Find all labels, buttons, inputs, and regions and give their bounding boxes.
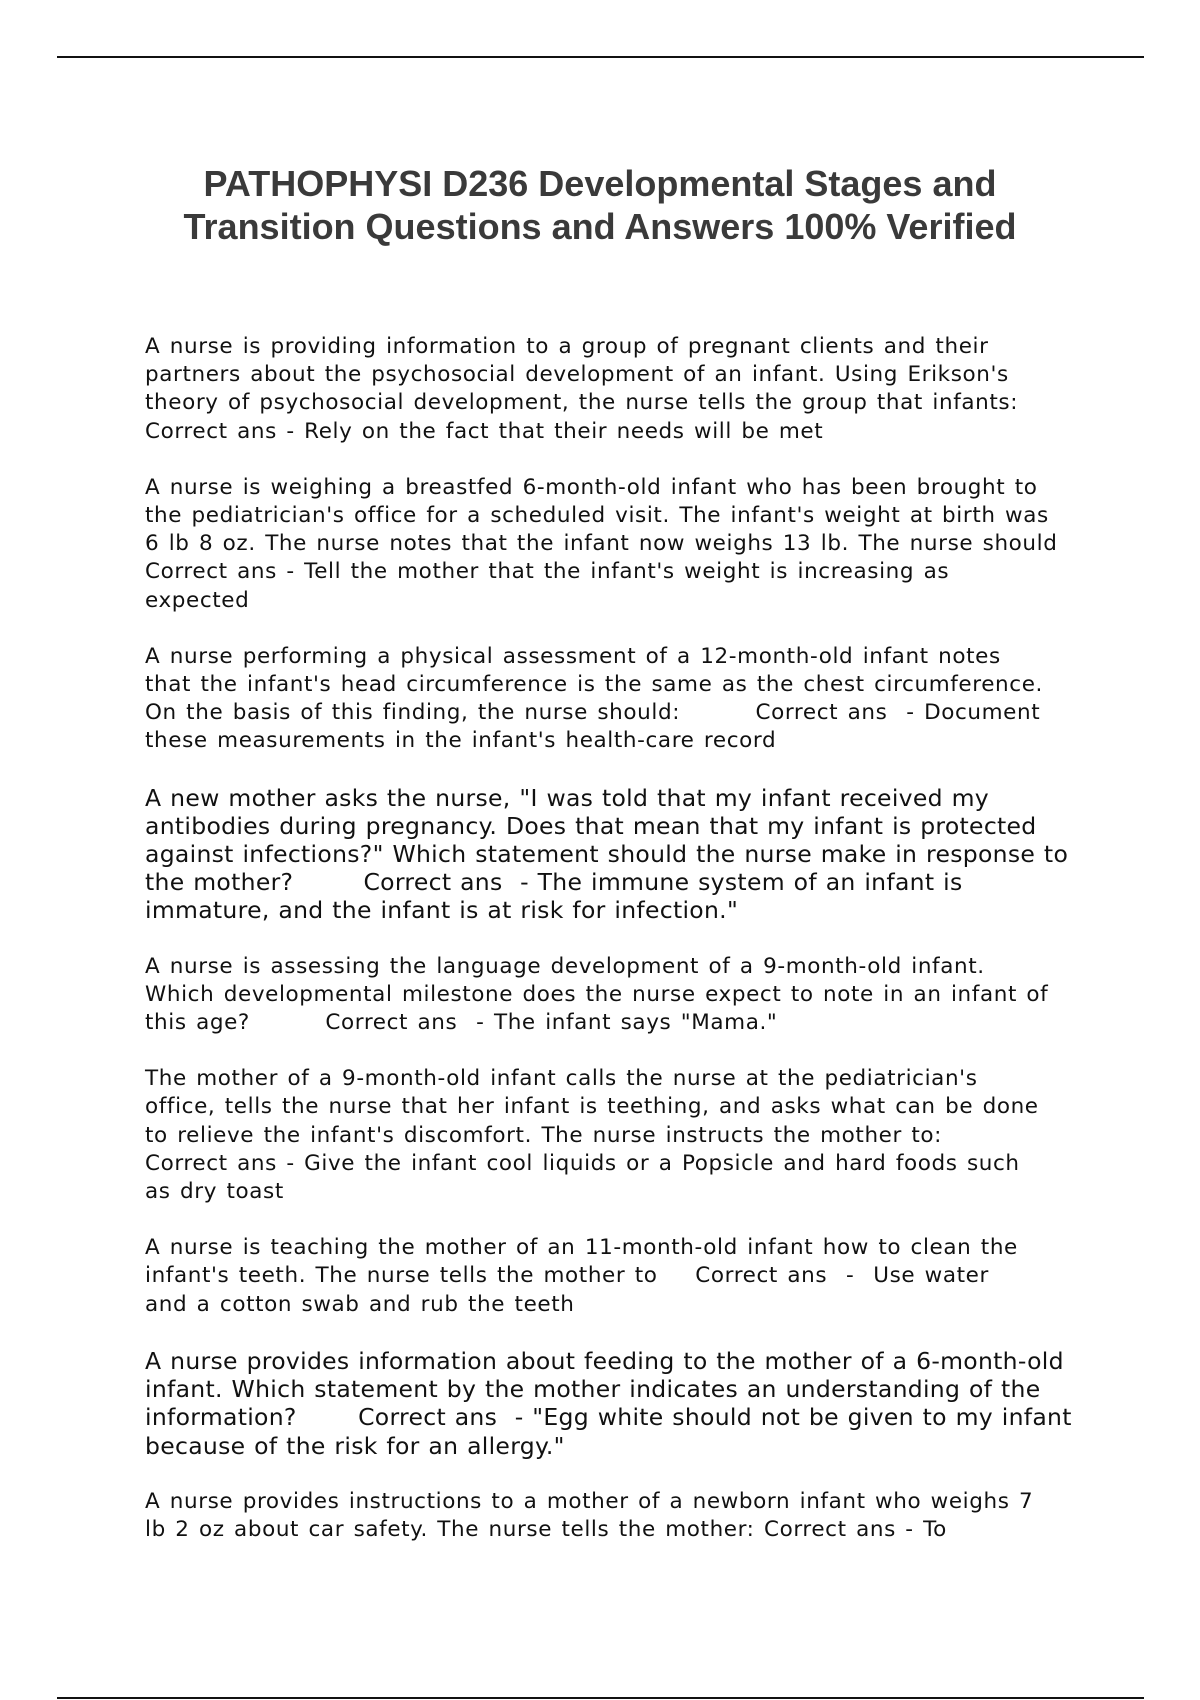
text-line: A nurse provides instructions to a mother of a newborn infant who weighs 7 — [145, 1488, 1034, 1514]
text-line: and a cotton swab and rub the teeth — [145, 1291, 575, 1317]
text-line: Correct ans - Rely on the fact that their needs will be met — [145, 418, 824, 444]
text-line: because of the risk for an allergy." — [145, 1431, 565, 1460]
text-line: partners about the psychosocial development of an infant. Using Erikson's — [145, 362, 1009, 388]
text-line: lb 2 oz about car safety. The nurse tells the mother: Correct ans - To — [145, 1516, 947, 1542]
qa-item-1 — [145, 333, 1090, 446]
qa-item-5 — [145, 953, 1090, 1038]
text-line: theory of psychosocial development, the nurse tells the group that infants: — [145, 390, 1019, 416]
text-line: A new mother asks the nurse, "I was told that my infant received my — [145, 783, 989, 812]
text-line: these measurements in the infant's health-care record — [145, 728, 777, 754]
text-line: 6 lb 8 oz. The nurse notes that the infant now weighs 13 lb. The nurse should — [145, 531, 1058, 557]
qa-item-9 — [145, 1488, 1090, 1544]
bottom-rule — [57, 1697, 1144, 1699]
qa-item-8 — [145, 1347, 1090, 1460]
title-line-2: Transition Questions and Answers 100% Verified — [183, 206, 1017, 247]
text-line: the pediatrician's office for a scheduled visit. The infant's weight at birth was — [145, 503, 1049, 529]
text-line: office, tells the nurse that her infant is teething, and asks what can be done — [145, 1094, 1039, 1120]
text-line: that the infant's head circumference is the same as the chest circumference. — [145, 672, 1043, 698]
text-line: immature, and the infant is at risk for infection." — [145, 896, 739, 925]
text-line: information? Correct ans - "Egg white should not be given to my infant — [145, 1403, 1072, 1432]
text-line: infant's teeth. The nurse tells the mother to Correct ans - Use water — [145, 1263, 989, 1289]
text-line: A nurse is teaching the mother of an 11-month-old infant how to clean the — [145, 1235, 1018, 1261]
title-line-1: PATHOPHYSI D236 Developmental Stages and — [203, 163, 997, 204]
qa-item-7 — [145, 1234, 1090, 1319]
text-line: On the basis of this finding, the nurse should: Correct ans - Document — [145, 700, 1041, 726]
qa-item-4 — [145, 784, 1090, 925]
text-line: against infections?" Which statement should the nurse make in response to — [145, 840, 1069, 869]
text-line: as dry toast — [145, 1179, 284, 1205]
qa-item-2 — [145, 474, 1090, 615]
text-line: to relieve the infant's discomfort. The nurse instructs the mother to: — [145, 1122, 942, 1148]
text-line: A nurse is assessing the language development of a 9-month-old infant. — [145, 953, 985, 979]
text-line: the mother? Correct ans - The immune system of an infant is — [145, 868, 963, 897]
qa-item-3 — [145, 643, 1090, 756]
qa-list — [145, 333, 1090, 1572]
text-line: A nurse is providing information to a group of pregnant clients and their — [145, 334, 989, 359]
text-line: A nurse performing a physical assessment of a 12-month-old infant notes — [145, 643, 1001, 669]
text-line: A nurse is weighing a breastfed 6-month-old infant who has been brought to — [145, 474, 1038, 500]
text-line: Which developmental milestone does the nurse expect to note in an infant of — [145, 981, 1049, 1007]
top-rule — [57, 56, 1144, 58]
text-line: A nurse provides information about feeding to the mother of a 6-month-old — [145, 1346, 1064, 1375]
text-line: infant. Which statement by the mother indicates an understanding of the — [145, 1375, 1041, 1404]
page-title — [100, 162, 1100, 248]
qa-item-6 — [145, 1065, 1090, 1206]
text-line: The mother of a 9-month-old infant calls the nurse at the pediatrician's — [145, 1066, 978, 1092]
text-line: this age? Correct ans - The infant says "Mama." — [145, 1010, 778, 1036]
text-line: expected — [145, 587, 250, 613]
text-line: antibodies during pregnancy. Does that mean that my infant is protected — [145, 811, 1037, 840]
text-line: Correct ans - Give the infant cool liquids or a Popsicle and hard foods such — [145, 1150, 1020, 1176]
text-line: Correct ans - Tell the mother that the infant's weight is increasing as — [145, 559, 950, 585]
